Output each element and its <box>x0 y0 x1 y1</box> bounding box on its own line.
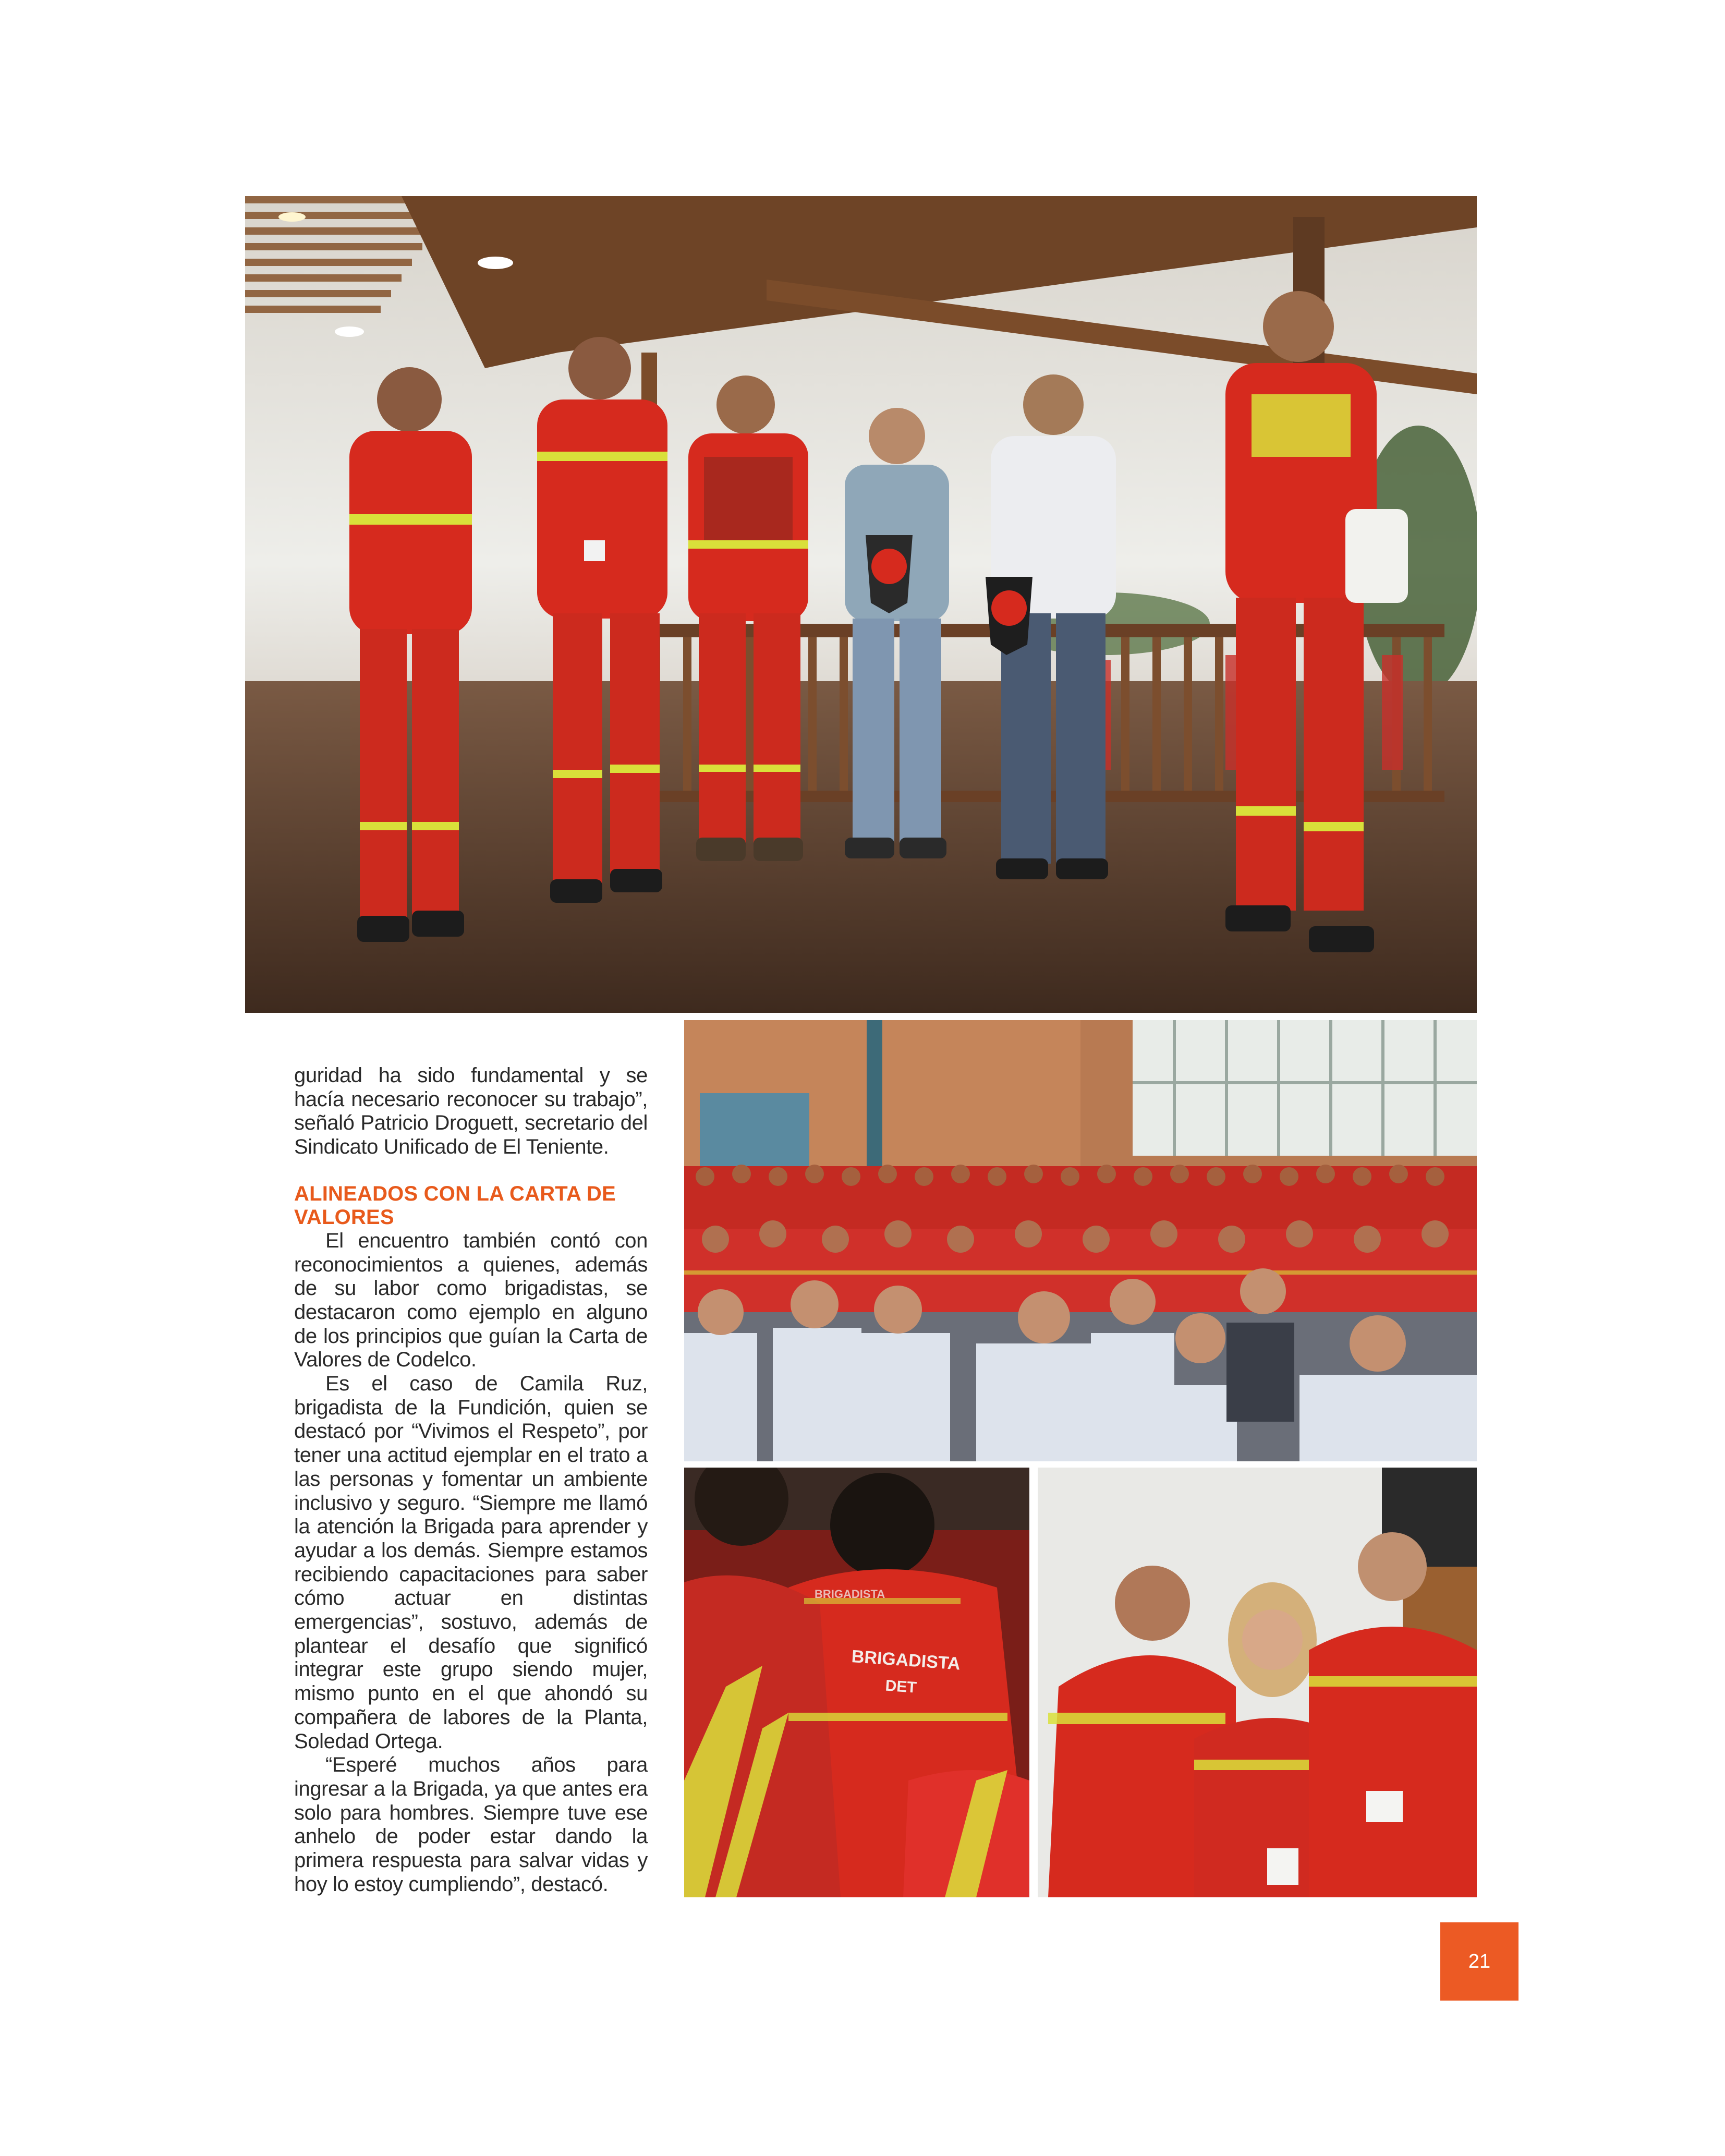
article-paragraph: El encuentro también contó con reconocimientos a quienes, además de su labor como brigadistas, se destacaron como ejemplo en alguno de los principios que guían la Carta de Valores de Codelco. <box>294 1229 648 1372</box>
article-paragraph: guridad ha sido fundamental y se hacía necesario reconocer su trabajo”, señaló Patricio Droguett, secretario del Sindicato Unificado de El Teniente. <box>294 1064 648 1159</box>
hero-photo <box>245 196 1477 1013</box>
article-paragraph: “Esperé muchos años para ingresar a la Brigada, ya que antes era solo para hombres. Siempre tuve ese anhelo de poder estar dando la primera respuesta para salvar vidas y hoy lo estoy cumpliendo”, destacó. <box>294 1753 648 1896</box>
article-column <box>294 1064 648 1897</box>
jacket-text-det: DET <box>884 1677 917 1697</box>
svg-text:BRIGADISTA: BRIGADISTA <box>815 1588 885 1601</box>
brigadistas-trio-photo <box>1038 1468 1477 1897</box>
jacket-text-brigadista: BRIGADISTA <box>851 1646 961 1674</box>
audience-photo <box>684 1020 1477 1461</box>
article-paragraph: Es el caso de Camila Ruz, brigadista de la Fundición, quien se destacó por “Vivimos el Respeto”, por tener una actitud ejemplar en el trato a las personas y fomentar un ambiente inclusivo y seguro. “Siempre me llamó la atención la Brigada para aprender y ayudar a los demás. Siempre estamos recibiendo capacitaciones para saber cómo actuar en distintas emergencias”, sostuvo, además de plantear el desafío que significó integrar este grupo siendo mujer, mismo punto en el que ahondó su compañera de labores de la Planta, Soledad Ortega. <box>294 1372 648 1753</box>
brigadista-backs-photo <box>684 1468 1029 1897</box>
section-heading: ALINEADOS CON LA CARTA DE VALORES <box>294 1182 616 1229</box>
page-number: 21 <box>1440 1922 1519 2001</box>
